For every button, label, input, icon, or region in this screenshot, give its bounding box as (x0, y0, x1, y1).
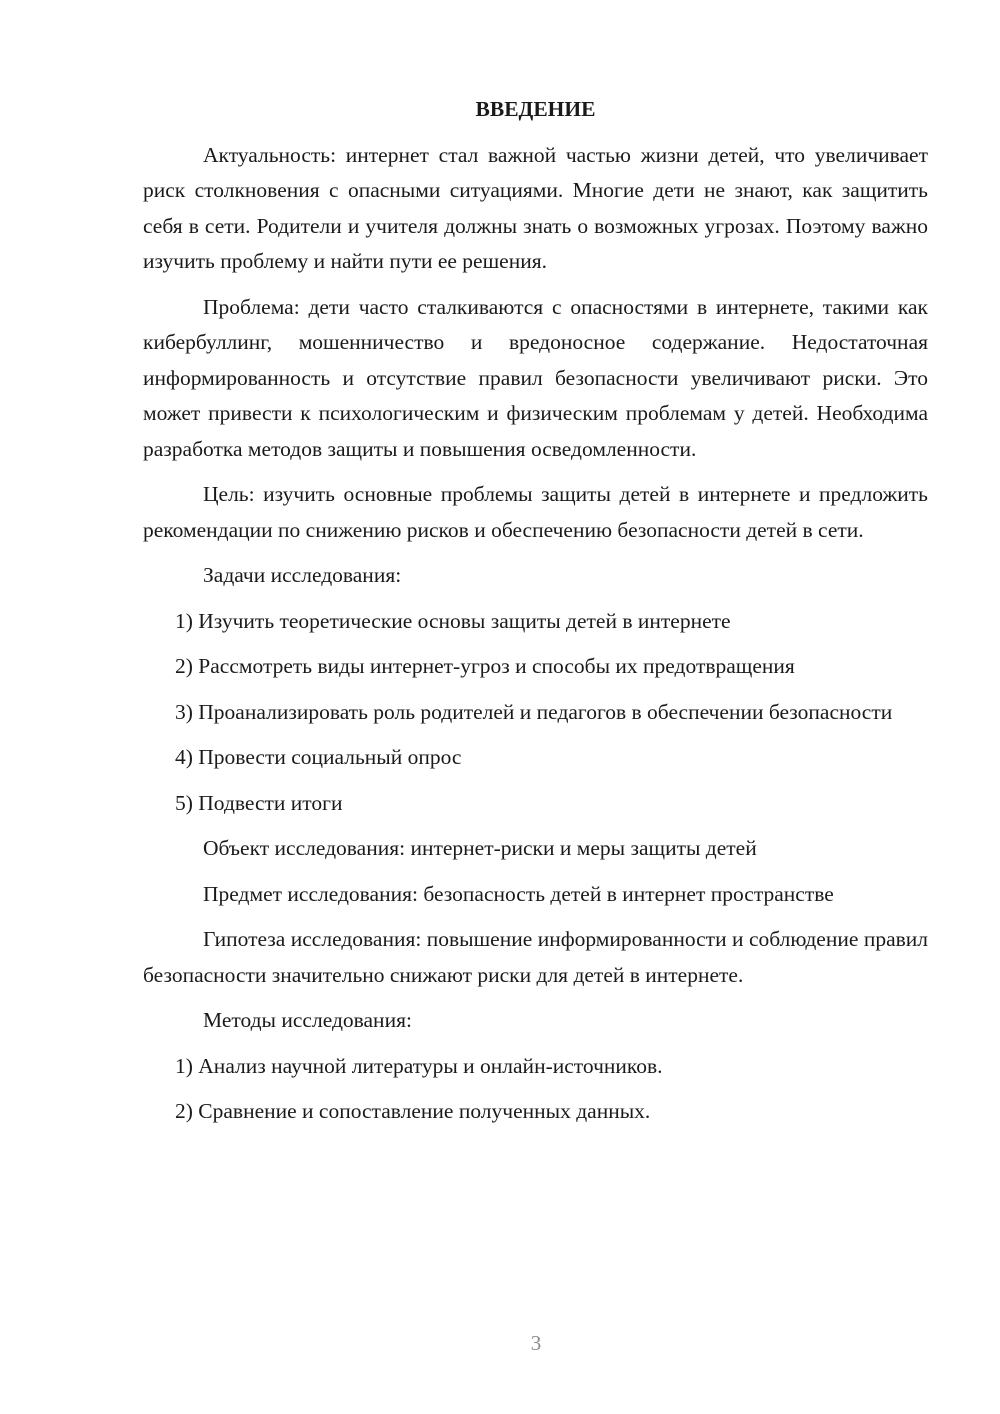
task-item-4: 4) Провести социальный опрос (175, 745, 462, 769)
section-title: ВВЕДЕНИЕ (475, 97, 596, 121)
paragraph-goal: Цель: изучить основные проблемы защиты детей в интернете и предложить рекомендации по снижению рисков и обеспечению безопасности детей в сети. (143, 482, 928, 542)
tasks-heading: Задачи исследования: (203, 563, 402, 587)
method-item-1: 1) Анализ научной литературы и онлайн-источников. (175, 1053, 663, 1078)
task-item-3: 3) Проанализировать роль родителей и педагогов в обеспечении безопасности (175, 699, 893, 724)
research-hypothesis: Гипотеза исследования: повышение информированности и соблюдение правил безопасности значительно снижают риски для детей в интернете. (143, 927, 928, 987)
paragraph-problem: Проблема: дети часто сталкиваются с опасностями в интернете, такими как кибербуллинг, мошенничество и вредоносное содержание. Недостаточная информированность и отсутствие правил безопасности увеличивают риски. Это может привести к психологическим и физическим проблемам у детей. Необходима разработка методов защиты и повышения осведомленности. (143, 294, 928, 461)
method-item-2: 2) Сравнение и сопоставление полученных данных. (175, 1099, 651, 1123)
paragraph-relevance: Актуальность: интернет стал важной частью жизни детей, что увеличивает риск столкновения с опасными ситуациями. Многие дети не знают, как защитить себя в сети. Родители и учителя должны знать о возможных угрозах. Поэтому важно изучить проблему и найти пути ее решения. (143, 142, 928, 273)
research-object: Объект исследования: интернет-риски и меры защиты детей (203, 836, 757, 860)
task-item-2: 2) Рассмотреть виды интернет-угроз и способы их предотвращения (175, 654, 795, 678)
task-item-1: 1) Изучить теоретические основы защиты детей в интернете (175, 608, 731, 633)
methods-heading: Методы исследования: (203, 1008, 412, 1032)
page-number: 3 (530, 1331, 542, 1355)
research-subject: Предмет исследования: безопасность детей в интернет пространстве (203, 881, 834, 906)
task-item-5: 5) Подвести итоги (175, 790, 343, 815)
document-page (143, 92, 928, 1140)
